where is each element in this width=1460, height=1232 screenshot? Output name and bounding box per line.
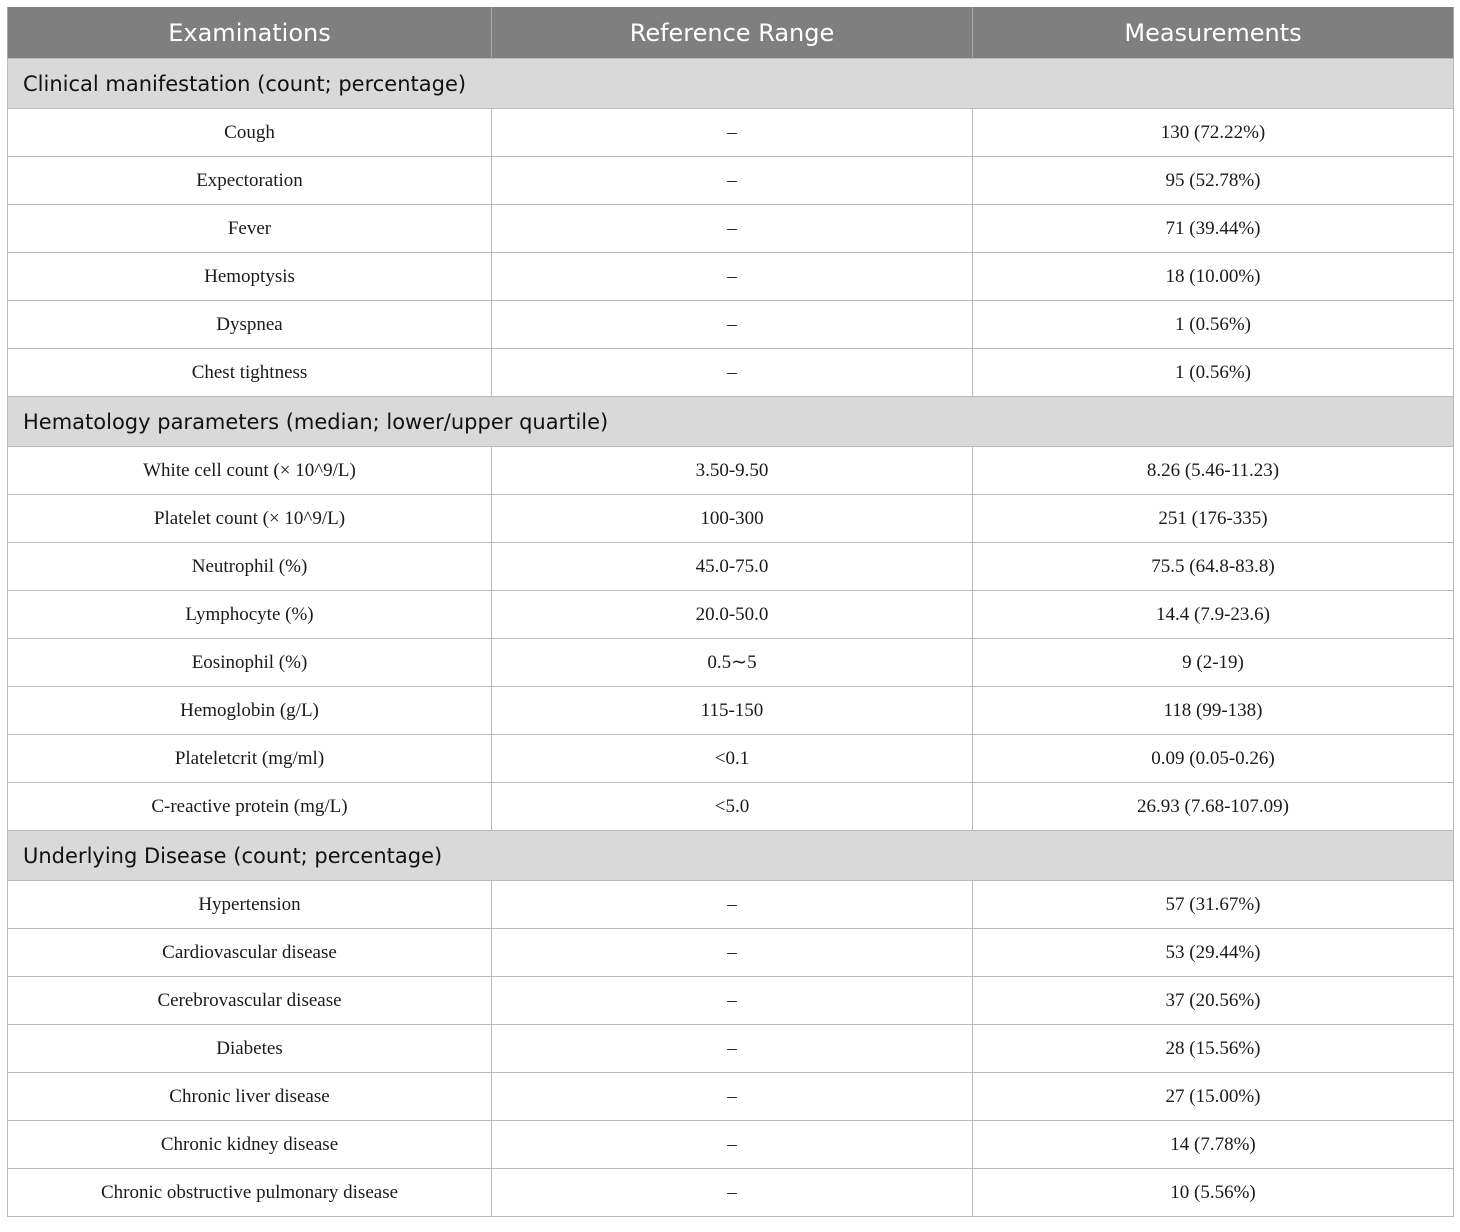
examination-cell: Chest tightness bbox=[8, 349, 492, 397]
examination-cell: Hemoglobin (g/L) bbox=[8, 687, 492, 735]
header-reference-range: Reference Range bbox=[492, 7, 973, 59]
measurement-cell: 130 (72.22%) bbox=[973, 109, 1454, 157]
table-row bbox=[8, 1025, 1454, 1073]
table-row bbox=[8, 783, 1454, 831]
table-row bbox=[8, 977, 1454, 1025]
table-row bbox=[8, 301, 1454, 349]
examination-cell: C-reactive protein (mg/L) bbox=[8, 783, 492, 831]
reference-range-cell: – bbox=[492, 929, 973, 977]
reference-range-cell: <5.0 bbox=[492, 783, 973, 831]
reference-range-cell: 100-300 bbox=[492, 495, 973, 543]
table-row bbox=[8, 881, 1454, 929]
table-row bbox=[8, 591, 1454, 639]
measurement-cell: 0.09 (0.05-0.26) bbox=[973, 735, 1454, 783]
table-row bbox=[8, 687, 1454, 735]
examination-cell: Hemoptysis bbox=[8, 253, 492, 301]
reference-range-cell: – bbox=[492, 109, 973, 157]
table-row bbox=[8, 1073, 1454, 1121]
reference-range-cell: – bbox=[492, 1073, 973, 1121]
section-row bbox=[8, 831, 1454, 881]
examination-cell: Cough bbox=[8, 109, 492, 157]
examination-cell: Dyspnea bbox=[8, 301, 492, 349]
table-row bbox=[8, 157, 1454, 205]
reference-range-cell: – bbox=[492, 301, 973, 349]
measurement-cell: 9 (2-19) bbox=[973, 639, 1454, 687]
measurement-cell: 18 (10.00%) bbox=[973, 253, 1454, 301]
reference-range-cell: – bbox=[492, 1121, 973, 1169]
section-title: Hematology parameters (median; lower/upper quartile) bbox=[8, 397, 1454, 447]
reference-range-cell: 115-150 bbox=[492, 687, 973, 735]
reference-range-cell: – bbox=[492, 1025, 973, 1073]
measurement-cell: 37 (20.56%) bbox=[973, 977, 1454, 1025]
measurement-cell: 10 (5.56%) bbox=[973, 1169, 1454, 1217]
section-title: Clinical manifestation (count; percentage) bbox=[8, 59, 1454, 109]
section-row bbox=[8, 59, 1454, 109]
examination-cell: Plateletcrit (mg/ml) bbox=[8, 735, 492, 783]
reference-range-cell: – bbox=[492, 881, 973, 929]
examination-cell: Expectoration bbox=[8, 157, 492, 205]
header-examinations: Examinations bbox=[8, 7, 492, 59]
reference-range-cell: – bbox=[492, 977, 973, 1025]
examination-cell: Chronic obstructive pulmonary disease bbox=[8, 1169, 492, 1217]
table-row bbox=[8, 1121, 1454, 1169]
section-row bbox=[8, 397, 1454, 447]
header-measurements: Measurements bbox=[973, 7, 1454, 59]
table-row bbox=[8, 543, 1454, 591]
examination-cell: Neutrophil (%) bbox=[8, 543, 492, 591]
examination-cell: Cerebrovascular disease bbox=[8, 977, 492, 1025]
table-body bbox=[8, 59, 1454, 1217]
measurement-cell: 26.93 (7.68-107.09) bbox=[973, 783, 1454, 831]
measurement-cell: 14.4 (7.9-23.6) bbox=[973, 591, 1454, 639]
reference-range-cell: – bbox=[492, 349, 973, 397]
reference-range-cell: – bbox=[492, 157, 973, 205]
table-row bbox=[8, 495, 1454, 543]
reference-range-cell: <0.1 bbox=[492, 735, 973, 783]
table-row bbox=[8, 205, 1454, 253]
reference-range-cell: 45.0-75.0 bbox=[492, 543, 973, 591]
examinations-table bbox=[7, 7, 1454, 1217]
reference-range-cell: – bbox=[492, 253, 973, 301]
reference-range-cell: 20.0-50.0 bbox=[492, 591, 973, 639]
examination-cell: White cell count (× 10^9/L) bbox=[8, 447, 492, 495]
measurement-cell: 251 (176-335) bbox=[973, 495, 1454, 543]
measurement-cell: 1 (0.56%) bbox=[973, 301, 1454, 349]
measurement-cell: 57 (31.67%) bbox=[973, 881, 1454, 929]
examination-cell: Lymphocyte (%) bbox=[8, 591, 492, 639]
examination-cell: Eosinophil (%) bbox=[8, 639, 492, 687]
table-row bbox=[8, 735, 1454, 783]
measurement-cell: 27 (15.00%) bbox=[973, 1073, 1454, 1121]
examination-cell: Diabetes bbox=[8, 1025, 492, 1073]
measurement-cell: 8.26 (5.46-11.23) bbox=[973, 447, 1454, 495]
table-header bbox=[8, 7, 1454, 59]
examination-cell: Cardiovascular disease bbox=[8, 929, 492, 977]
measurement-cell: 71 (39.44%) bbox=[973, 205, 1454, 253]
examination-cell: Chronic liver disease bbox=[8, 1073, 492, 1121]
measurement-cell: 1 (0.56%) bbox=[973, 349, 1454, 397]
measurement-cell: 75.5 (64.8-83.8) bbox=[973, 543, 1454, 591]
examination-cell: Platelet count (× 10^9/L) bbox=[8, 495, 492, 543]
reference-range-cell: 3.50-9.50 bbox=[492, 447, 973, 495]
examination-cell: Fever bbox=[8, 205, 492, 253]
section-title: Underlying Disease (count; percentage) bbox=[8, 831, 1454, 881]
measurement-cell: 28 (15.56%) bbox=[973, 1025, 1454, 1073]
examination-cell: Chronic kidney disease bbox=[8, 1121, 492, 1169]
table-row bbox=[8, 253, 1454, 301]
table-row bbox=[8, 349, 1454, 397]
header-row bbox=[8, 7, 1454, 59]
measurement-cell: 14 (7.78%) bbox=[973, 1121, 1454, 1169]
table-row bbox=[8, 639, 1454, 687]
table-row bbox=[8, 929, 1454, 977]
measurement-cell: 95 (52.78%) bbox=[973, 157, 1454, 205]
examination-cell: Hypertension bbox=[8, 881, 492, 929]
reference-range-cell: 0.5∼5 bbox=[492, 639, 973, 687]
reference-range-cell: – bbox=[492, 205, 973, 253]
table-row bbox=[8, 447, 1454, 495]
table-row bbox=[8, 109, 1454, 157]
measurement-cell: 53 (29.44%) bbox=[973, 929, 1454, 977]
table-row bbox=[8, 1169, 1454, 1217]
measurement-cell: 118 (99-138) bbox=[973, 687, 1454, 735]
reference-range-cell: – bbox=[492, 1169, 973, 1217]
